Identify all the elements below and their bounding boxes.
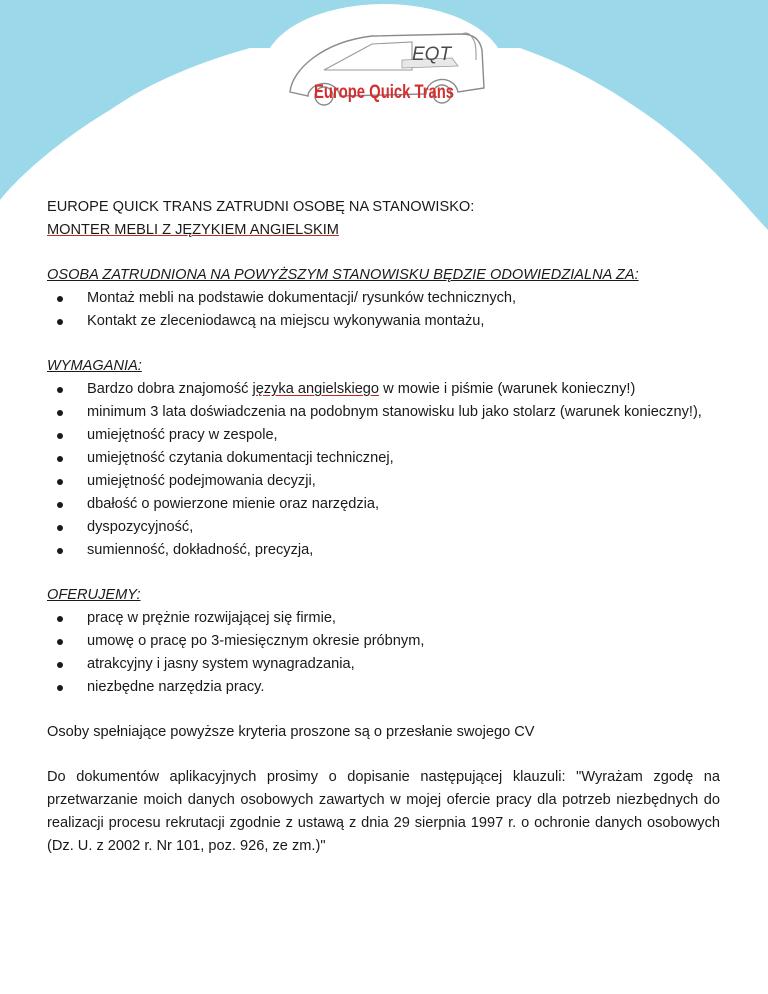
responsibilities-title: OSOBA ZATRUDNIONA NA POWYŻSZYM STANOWISKU BĘDZIE ODOWIEDZIALNA ZA: — [47, 267, 639, 283]
requirements-list — [47, 378, 720, 562]
list-item: Bardzo dobra znajomość języka angielskiego w mowie i piśmie (warunek konieczny!) — [47, 378, 720, 401]
list-item: dbałość o powierzone mienie oraz narzędzia, — [47, 493, 720, 516]
list-item: dyspozycyjność, — [47, 516, 720, 539]
list-item: umiejętność podejmowania decyzji, — [47, 470, 720, 493]
requirements-title: WYMAGANIA: — [47, 358, 142, 374]
cv-note: Osoby spełniające powyższe kryteria proszone są o przesłanie swojego CV — [47, 724, 535, 740]
company-logo — [262, 0, 506, 135]
logo-brand-name: Europe Quick Trans — [314, 81, 455, 103]
highlighted-language: języka angielskiego — [252, 381, 380, 397]
list-item: Kontakt ze zleceniodawcą na miejscu wykonywania montażu, — [47, 310, 720, 333]
list-item: pracę w prężnie rozwijającej się firmie, — [47, 607, 720, 630]
list-item: umowę o pracę po 3-miesięcznym okresie próbnym, — [47, 630, 720, 653]
intro-line: EUROPE QUICK TRANS ZATRUDNI OSOBĘ NA STANOWISKO: — [47, 199, 475, 215]
responsibilities-list — [47, 287, 720, 333]
list-item: minimum 3 lata doświadczenia na podobnym stanowisku lub jako stolarz (warunek konieczny!), — [47, 401, 720, 424]
list-item: umiejętność pracy w zespole, — [47, 424, 720, 447]
list-item: umiejętność czytania dokumentacji technicznej, — [47, 447, 720, 470]
list-item: niezbędne narzędzia pracy. — [47, 676, 720, 699]
offer-list — [47, 607, 720, 699]
job-offer-document — [47, 196, 720, 858]
list-item: atrakcyjny i jasny system wynagradzania, — [47, 653, 720, 676]
job-position-title: MONTER MEBLI Z JĘZYKIEM ANGIELSKIM — [47, 222, 339, 238]
list-item: sumienność, dokładność, precyzja, — [47, 539, 720, 562]
offer-title: OFERUJEMY: — [47, 587, 141, 603]
list-item: Montaż mebli na podstawie dokumentacji/ rysunków technicznych, — [47, 287, 720, 310]
logo-short: EQT — [412, 44, 452, 65]
gdpr-clause: Do dokumentów aplikacyjnych prosimy o dopisanie następującej klauzuli: "Wyrażam zgodę na przetwarzanie moich danych osobowych zawartych w mojej ofercie pracy dla potrzeb niezbędnych do realizacji procesu rekrutacji zgodnie z ustawą z dnia 29 sierpnia 1997 r. o ochronie danych osobowych (Dz. U. z 2002 r. Nr 101, poz. 926, ze zm.)" — [47, 769, 720, 854]
